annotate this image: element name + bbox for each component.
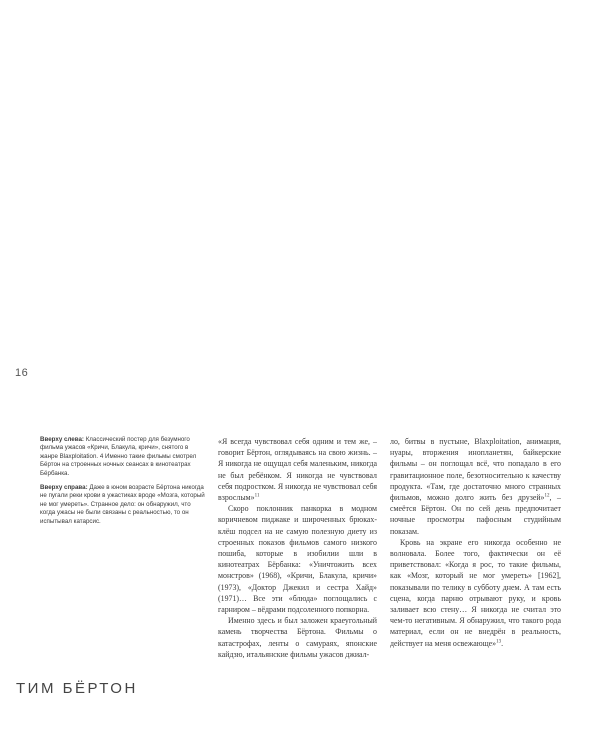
- footnote-ref: 13: [496, 639, 502, 645]
- text-column-1: [218, 436, 377, 660]
- paragraph: Скоро поклонник панкорка в модном коричневом пиджаке и широченных брюках-клёш подсел на не самую полезную диету из строенных показов фильмов самого низкого пошиба, которые в изобилии шли в кинотеатрах Бёрбанка: «Уничтожить всех монстров» (1968), «Кричи, Блакула, кричи» (1973), «Доктор Джекил и сестра Хайд» (1971)… Все эти «блюда» поглощались с гарниром – вёдрами подсоленного попкорна.: [218, 504, 377, 615]
- paragraph-text: Кровь на экране его никогда особенно не волновала. Более того, фактически он её приветствовал: «Когда я рос, то такие фильмы, как «Мозг, который не мог умереть» [1962], показывали по телику в субботу днем. А там есть сцена, когда парню отрывают руку, и кровь заливает всю стену… Я никогда не считал это чем-то негативным. Я обнаружил, что такого рода материал, если он не внедрён в реальность, действует на меня освежающе»: [390, 537, 561, 648]
- footnote-ref: 11: [254, 493, 260, 499]
- paragraph: Именно здесь и был заложен краеугольный камень творчества Бёртона. Фильмы о катастрофах, ленты о самураях, японские кайдзю, итальянские фильмы ужасов джиал-: [218, 616, 377, 659]
- footnote-ref: 12: [544, 493, 550, 499]
- paragraph-text-tail: .: [501, 638, 504, 648]
- caption-top-right: [40, 484, 205, 526]
- running-footer-title: ТИМ БЁРТОН: [16, 680, 138, 697]
- text-column-2: [390, 436, 561, 649]
- paragraph-text: ло, битвы в пустыне, Blaxploitation, анимация, нуары, вторжения инопланетян, байкерские фильмы – он поглощал всё, что попадало в его гравитационное поле, безотносительно к качеству продукта. «Там, где достаточно много странных фильмов, можно долго жить без друзей»: [390, 437, 561, 503]
- caption-top-left: [40, 436, 205, 478]
- page-number: 16: [15, 367, 29, 379]
- paragraph: [390, 436, 561, 537]
- caption-label: Вверху слева:: [40, 436, 84, 443]
- caption-label: Вверху справа:: [40, 484, 88, 492]
- captions-block: [40, 436, 205, 532]
- paragraph-text: «Я всегда чувствовал себя одним и тем же, – говорит Бёртон, оглядываясь на свою жизнь. – Я никогда не ощущал себя маленьким, никогда не был ребёнком. Я никогда не чувствовал себя подростком. Я никогда не чувствовал себя взрослым»: [218, 437, 377, 503]
- paragraph: [390, 537, 561, 649]
- caption-text: Даже в юном возрасте Бёртона никогда не пугали реки крови в ужастиках вроде «Мозга, который не мог умереть». Странное дело: он обнаружил, что когда ужасы не были связаны с реальностью, то он испытывал катарсис.: [40, 484, 205, 525]
- paragraph: [218, 436, 377, 503]
- caption-text: Классический постер для безумного фильма ужасов «Кричи, Блакула, кричи», снятого в жанре Blaxploitation. 4 Именно такие фильмы смотрел Бёртон на строенных ночных сеансах в кинотеатрах Бёрбанка.: [40, 436, 197, 477]
- paragraph-text-tail: , – смеётся Бёртон. Он по сей день предпочитает ночные просмотры пафосным студийным показам.: [390, 493, 561, 536]
